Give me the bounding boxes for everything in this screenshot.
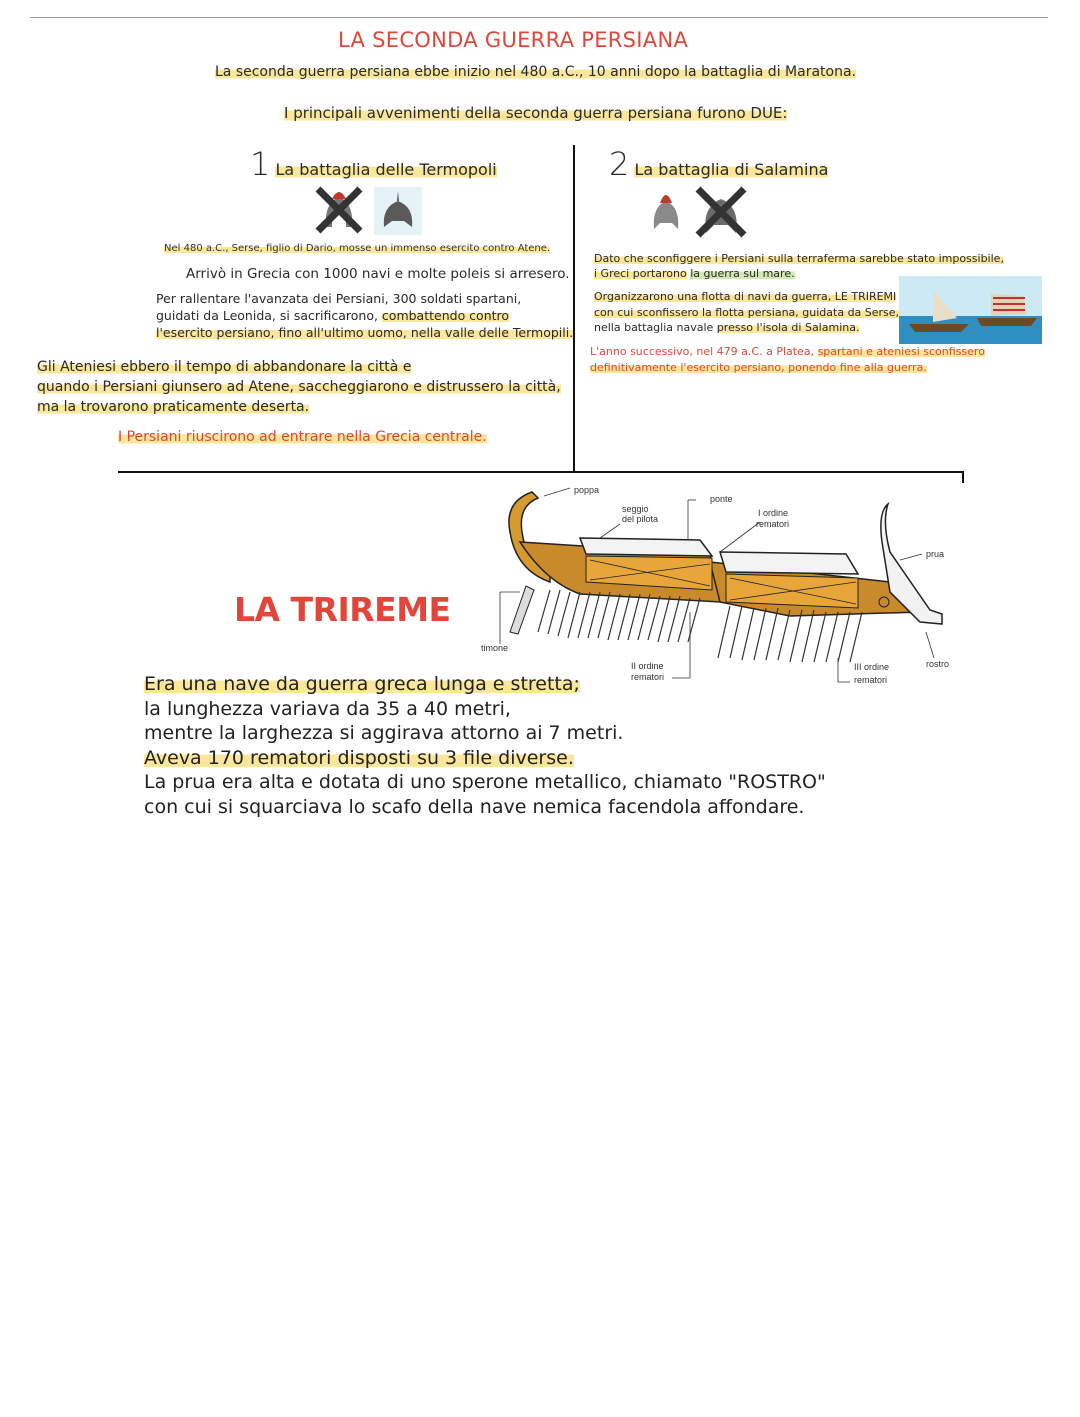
right-p1-line2b: la guerra sul mare. xyxy=(690,267,795,280)
left-p3-line1: Per rallentare l'avanzata dei Persiani, 300 soldati spartani, xyxy=(156,291,522,306)
left-p3-line2b: combattendo contro xyxy=(381,308,510,323)
event-number: 2 xyxy=(609,145,630,183)
label-prua: prua xyxy=(926,549,945,559)
trireme-photo xyxy=(899,276,1042,344)
label-ordine3a: III ordine xyxy=(854,662,890,672)
left-p3-line3: l'esercito persiano, fino all'ultimo uomo, nella valle delle Termopili. xyxy=(156,325,574,340)
left-p4-line2: quando i Persiani giunsero ad Atene, saccheggiarono e distrussero la città, xyxy=(37,379,561,395)
label-pilota: del pilota xyxy=(622,514,659,524)
helmet-icon xyxy=(648,187,684,235)
label-ponte: ponte xyxy=(710,494,733,504)
label-rostro: rostro xyxy=(926,659,950,669)
trireme-line5: La prua era alta e dotata di uno sperone metallico, chiamato "ROSTRO" xyxy=(144,771,826,793)
label-seggio: seggio xyxy=(622,504,649,514)
left-p1: Nel 480 a.C., Serse, figlio di Dario, mosse un immenso esercito contro Atene. xyxy=(164,243,551,254)
left-p5: I Persiani riuscirono ad entrare nella Grecia centrale. xyxy=(118,429,487,445)
right-p3-line2: definitivamente l'esercito persiano, ponendo fine alla guerra. xyxy=(590,360,927,374)
left-p3-line2a: guidati da Leonida, si sacrificarono, xyxy=(156,308,378,323)
events-intro: I principali avvenimenti della seconda guerra persiana furono DUE: xyxy=(284,104,788,122)
right-p2-line1: Organizzarono una flotta di navi da guerra, LE TRIREMI xyxy=(594,290,897,303)
left-heading xyxy=(250,145,497,183)
label-ordine1b: rematori xyxy=(756,519,790,529)
page-title: LA SECONDA GUERRA PERSIANA xyxy=(338,28,689,52)
left-p4-line1: Gli Ateniesi ebbero il tempo di abbandonare la città e xyxy=(37,359,412,375)
helmet-icon xyxy=(374,187,422,235)
label-ordine3b: rematori xyxy=(854,675,888,685)
column-divider xyxy=(573,145,575,472)
label-poppa: poppa xyxy=(574,485,600,495)
trireme-line3: mentre la larghezza si aggirava attorno ai 7 metri. xyxy=(144,722,624,744)
intro-text: La seconda guerra persiana ebbe inizio nel 480 a.C., 10 anni dopo la battaglia di Maratona. xyxy=(215,64,856,80)
trireme-line6: con cui si squarciava lo scafo della nave nemica facendola affondare. xyxy=(144,795,805,818)
section-divider xyxy=(118,471,964,473)
right-p1-line2a: i Greci portarono xyxy=(594,267,687,280)
label-timone: timone xyxy=(481,643,509,653)
event-number: 1 xyxy=(250,145,271,183)
trireme-line1: Era una nave da guerra greca lunga e stretta; xyxy=(144,673,580,695)
right-p2-line3b: presso l'isola di Salamina. xyxy=(716,321,860,334)
right-p1-line1: Dato che sconfiggere i Persiani sulla terraferma sarebbe stato impossibile, xyxy=(594,252,1004,265)
label-ordine1a: I ordine xyxy=(758,508,789,518)
right-p2-line2: con cui sconfissero la flotta persiana, guidata da Serse, xyxy=(594,305,900,319)
right-p3-line1a: L'anno successivo, nel 479 a.C. a Platea, xyxy=(590,345,815,358)
trireme-title: LA TRIREME xyxy=(234,590,451,629)
left-p4-line3: ma la trovarono praticamente deserta. xyxy=(37,399,310,415)
label-ordine2a: II ordine xyxy=(631,661,664,671)
right-p3-line1b: spartani e ateniesi sconfissero xyxy=(817,345,985,358)
helmet-crossed-icon xyxy=(692,183,750,241)
helmet-crossed-icon xyxy=(314,183,364,235)
event-heading: La battaglia di Salamina xyxy=(634,160,829,179)
left-p2: Arrivò in Grecia con 1000 navi e molte poleis si arresero. xyxy=(186,266,570,282)
right-p2-line3a: nella battaglia navale xyxy=(594,321,714,334)
label-ordine2b: rematori xyxy=(631,672,665,682)
top-rule xyxy=(30,17,1048,18)
right-heading xyxy=(609,145,829,183)
trireme-line2: la lunghezza variava da 35 a 40 metri, xyxy=(144,697,511,720)
event-heading: La battaglia delle Termopoli xyxy=(275,160,497,179)
trireme-diagram xyxy=(490,482,960,692)
trireme-line4: Aveva 170 rematori disposti su 3 file diverse. xyxy=(144,746,574,769)
